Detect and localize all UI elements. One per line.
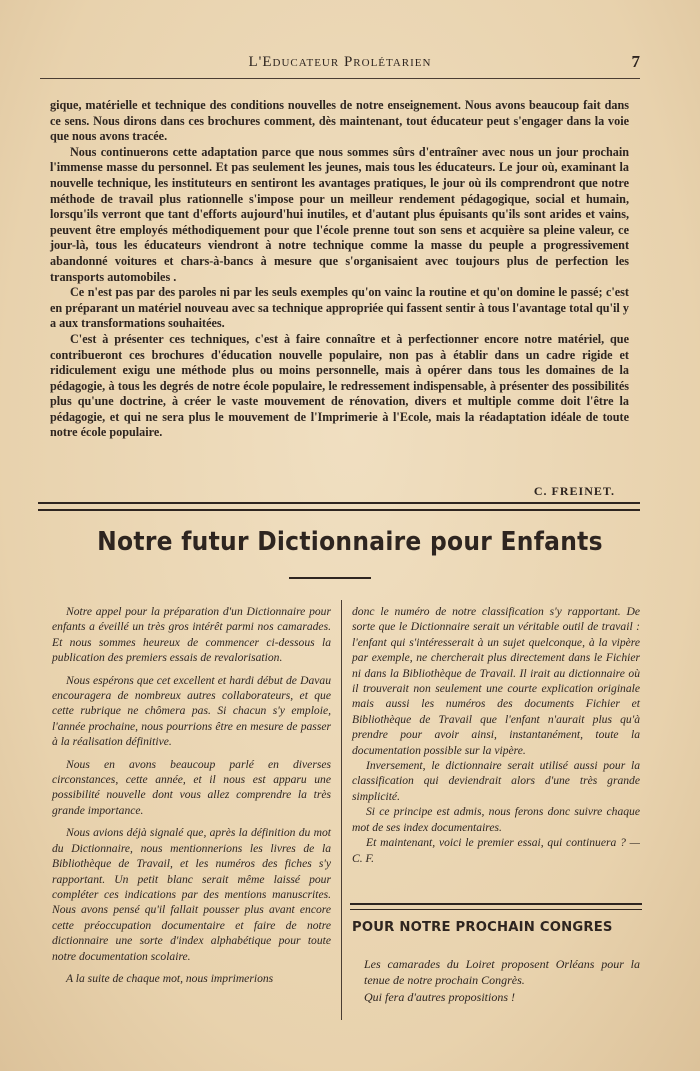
congress-text: Les camarades du Loiret proposent Orléans pour la tenue de notre prochain Congrès. [364,957,640,988]
journal-title: L'Educateur Prolétarien [248,54,432,70]
article-column-left [52,604,331,993]
congress-box-rule [350,903,642,910]
article-paragraph: Notre appel pour la préparation d'un Dictionnaire pour enfants a éveillé un très gros intérêt parmi nos camarades. Et nous sommes heureux de commencer ci-dessous la publication des premiers essais de revalorisation. [52,605,331,665]
intro-paragraph: Nous continuerons cette adaptation parce que nous sommes sûrs d'entraîner avec nous un jour prochain l'immense masse du personnel. Et pas seulement les jeunes, mais tous les éducateurs. Le jour où, examinant la nouvelle technique, les instituteurs en sentiront les avantages pratiques, le jour où ils comprendront que notre méthode de travail plus rationnelle s'impose pour un meilleur rendement pédagogique, social et humain, lorsqu'ils verront que tant d'efforts aujourd'hui inutiles, et d'autant plus épuisants qu'ils sont arides et vains, peuvent être employés méthodiquement pour que l'école prenne tout son sens et acquière sa pleine valeur, ce jour-là, tous les éducateurs viendront à notre technique comme la masse du peuple a progressivement abandonné voitures et chars-à-bancs à mesure que s'organisaient avec toujours plus de perfection les transports automobiles . [50,144,629,284]
article-paragraph: Inversement, le dictionnaire serait utilisé aussi pour la classification qui deviendrait alors d'une très grande simplicité. [352,759,640,803]
intro-paragraph: Ce n'est pas par des paroles ni par les seuls exemples qu'on vainc la routine et qu'on domine le passé; c'est en préparant un matériel nouveau avec sa technique appropriée qui fassent sentir à tous l'avantage total qu'il y a aux transformations souhaitées. [50,285,629,331]
article-paragraph: A la suite de chaque mot, nous imprimerions [66,971,274,985]
article-paragraph: Et maintenant, voici le premier essai, qui continuera ? — C. F. [352,836,640,865]
congress-title: POUR NOTRE PROCHAIN CONGRES [352,920,613,935]
intro-paragraph: gique, matérielle et technique des conditions nouvelles de notre enseignement. Nous avons beaucoup fait dans ce sens. Nous dirons dans ces brochures comment, dès maintenant, tout éducateur peut s'engager dans la voie que nous avons tracée. [50,98,629,144]
article-paragraph: Nous en avons beaucoup parlé en diverses circonstances, cette année, et il nous est apparu une possibilité nouvelle dont vous allez comprendre la très grande importance. [52,757,331,817]
title-underline [289,577,371,579]
running-header [40,52,640,79]
page-number: 7 [631,52,640,71]
article-paragraph: donc le numéro de notre classification s'y rapportant. De sorte que le Dictionnaire serait un véritable outil de travail : l'enfant qui s'intéresserait à un sujet quelconque, à la vipère par exemple, ne chercherait plus directement dans le Fichier ni dans la Bibliothèque de Travail. Il irait au dictionnaire où il trouverait non seulement une courte explication originale mais aussi les numéros des documents Fichier et Bibliothèque de Travail que l'enfant n'aurait plus qu'à prendre pour avoir ainsi, instantanément, toute la documentation possible sur la vipère. [352,605,640,757]
section-divider [38,502,640,511]
column-divider [341,600,342,1020]
author-signature: C. FREINET. [533,484,615,498]
article-title: Notre futur Dictionnaire pour Enfants [97,527,603,557]
article-column-right [352,604,640,866]
article-paragraph: Nous espérons que cet excellent et hardi début de Davau encouragera de nombreux autres collaborateurs, et que cette rubrique ne chômera pas. Si chacun s'y emploie, l'année prochaine, nous pourrions être en mesure de passer à la réalisation définitive. [52,673,331,749]
article-paragraph: Si ce principe est admis, nous ferons donc suivre chaque mot de ses index documentaires. [352,805,640,834]
congress-notice [364,956,640,1005]
congress-question: Qui fera d'autres propositions ! [364,989,516,1004]
intro-article-body [50,98,629,441]
article-paragraph: Nous avions déjà signalé que, après la définition du mot du Dictionnaire, nous mentionnerions les livres de la Bibliothèque de Travail, et les numéros des fiches s'y rapportant. Un petit blanc serait même laissé pour compléter ces indications par des mentions manuscrites. Nous avons pensé qu'il fallait pousser plus avant encore cette préoccupation documentaire et faire de notre dictionnaire une sorte d'index alphabétique pour toute notre documentation scolaire. [52,826,331,963]
intro-paragraph: C'est à présenter ces techniques, c'est à faire connaître et à perfectionner encore notre matériel, que contribueront ces brochures d'éducation nouvelle populaire, non pas à établir dans un cadre rigide et ridiculement exigu une méthode plus ou moins personnelle, mais à opérer dans tous les domaines de la pédagogie, à tous les degrés de notre école populaire, le redressement indispensable, à présenter des possibilités plus qu'une doctrine, à créer le vaste mouvement de rénovation, divers et multiple comme doit l'être la pédagogie, et qui ne sera plus le mouvement de l'Imprimerie à l'Ecole, mais la réadaptation idéale de toute notre école populaire. [50,331,629,440]
